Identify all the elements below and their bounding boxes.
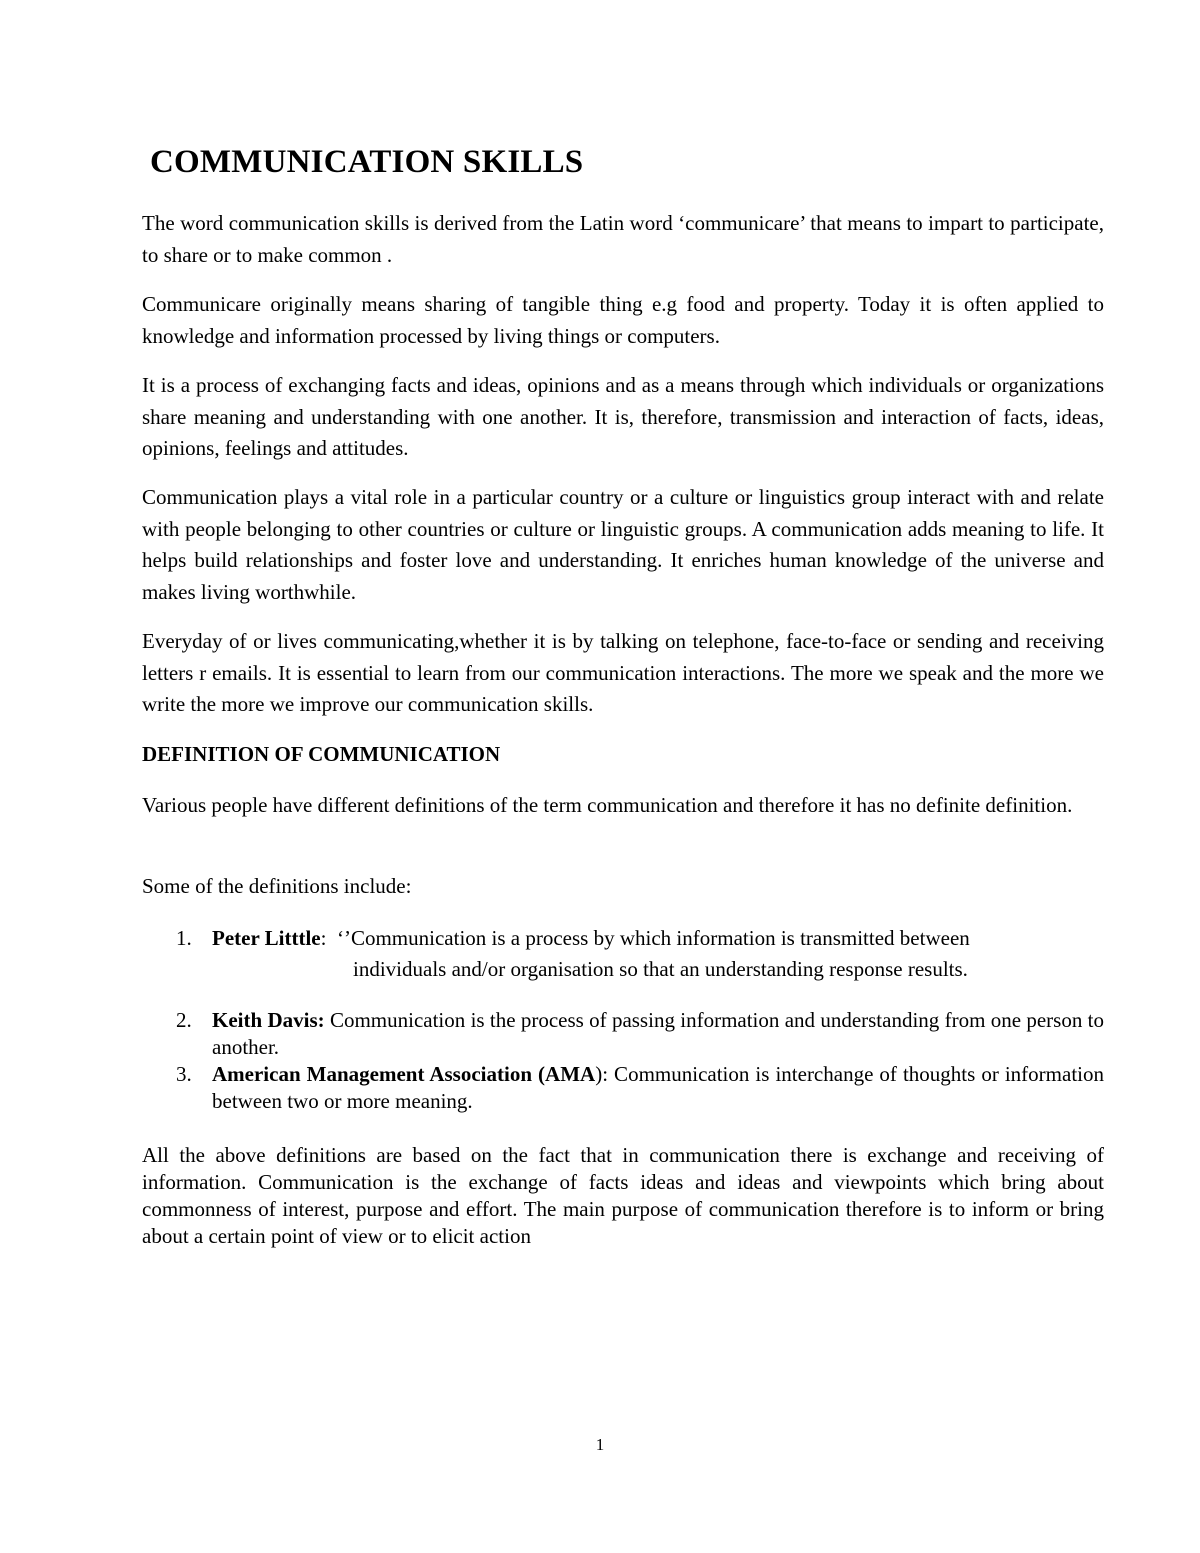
definition-author: Peter Litttle bbox=[212, 926, 321, 950]
paragraph-etymology: The word communication skills is derived from the Latin word ‘communicare’ that means to impart to participate, to share or to make common . bbox=[142, 211, 1104, 267]
list-body bbox=[212, 1007, 1104, 1061]
definition-text: Communication is the process of passing information and understanding from one person to another. bbox=[212, 1008, 1104, 1059]
paragraph-process: It is a process of exchanging facts and ideas, opinions and as a means through which individuals or organizations share meaning and understanding with one another. It is, therefore, transmission and interaction of facts, ideas, opinions, feelings and attitudes. bbox=[142, 373, 1104, 460]
definition-author: Keith Davis: bbox=[212, 1008, 325, 1032]
definition-author: American Management Association (AMA bbox=[212, 1062, 596, 1086]
list-item-keith-davis bbox=[142, 1007, 1104, 1063]
list-body bbox=[212, 1061, 1104, 1115]
document-title: COMMUNICATION SKILLS bbox=[150, 144, 584, 180]
definition-text: ): Communication is interchange of thoughts or information between two or more meaning. bbox=[212, 1062, 1104, 1113]
section-heading-definition: DEFINITION OF COMMUNICATION bbox=[142, 742, 501, 766]
paragraph-section-intro: Various people have different definitions of the term communication and therefore it has no definite definition. bbox=[142, 793, 1073, 817]
page-number: 1 bbox=[595, 1435, 605, 1454]
paragraph-closing: All the above definitions are based on the fact that in communication there is exchange and receiving of information. Communication is the exchange of facts ideas and ideas and viewpoints which bring about commonness of interest, purpose and effort. The main purpose of communication therefore is to inform or bring about a certain point of view or to elicit action bbox=[142, 1143, 1104, 1248]
list-item-peter-little bbox=[142, 925, 1104, 985]
definition-separator: : bbox=[320, 926, 327, 950]
paragraph-role: Communication plays a vital role in a particular country or a culture or linguistics group interact with and relate with people belonging to other countries or culture or linguistic groups. A communication adds meaning to life. It helps build relationships and foster love and understanding. It enriches human knowledge of the universe and makes living worthwhile. bbox=[142, 485, 1104, 604]
list-number: 1. bbox=[176, 926, 192, 950]
list-item-ama bbox=[142, 1061, 1104, 1117]
paragraph-everyday: Everyday of or lives communicating,whether it is by talking on telephone, face-to-face or sending and receiving letters r emails. It is essential to learn from our communication interactions. The more we speak and the more we write the more we improve our communication skills. bbox=[142, 629, 1104, 716]
list-number: 3. bbox=[176, 1062, 192, 1086]
paragraph-communicare: Communicare originally means sharing of tangible thing e.g food and property. Today it is often applied to knowledge and information processed by living things or computers. bbox=[142, 292, 1104, 348]
paragraph-list-intro: Some of the definitions include: bbox=[142, 874, 412, 898]
definition-text-line2: individuals and/or organisation so that an understanding response results. bbox=[353, 957, 968, 981]
definition-text-line1: ‘’Communication is a process by which information is transmitted between bbox=[336, 926, 970, 950]
list-number: 2. bbox=[176, 1008, 192, 1032]
list-body bbox=[212, 925, 1104, 983]
